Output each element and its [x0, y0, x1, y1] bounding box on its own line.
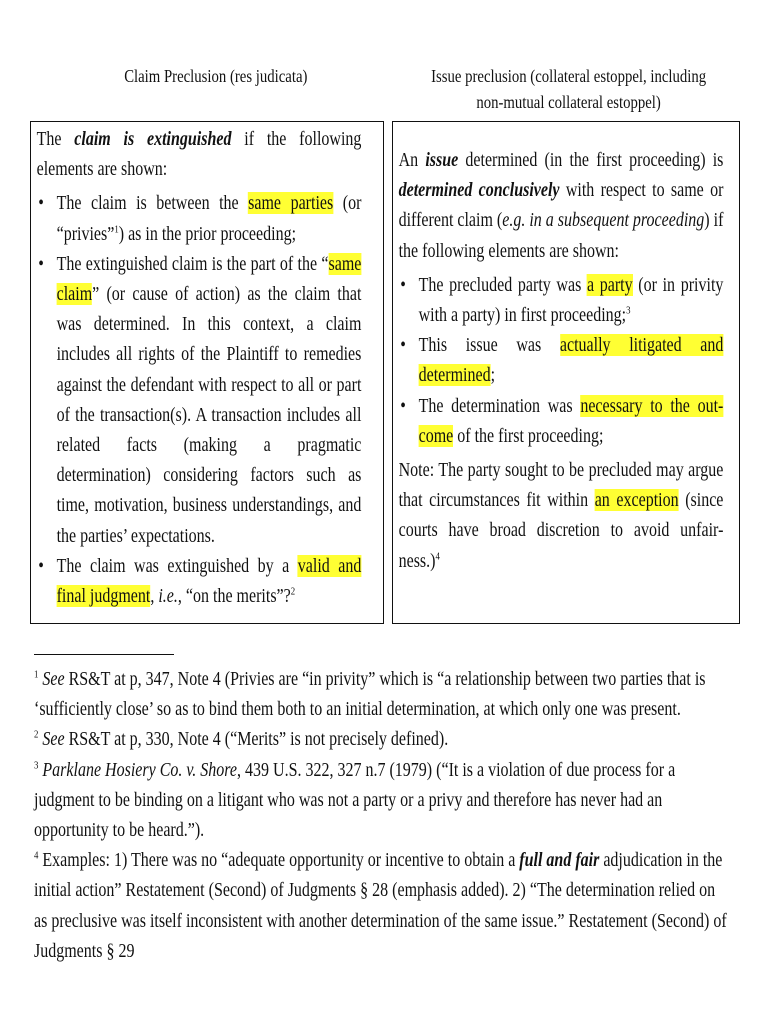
issue-note-text: (since courts have broad discretion to avoid unfair-ness.)	[398, 489, 724, 572]
bullet-icon: •	[400, 394, 406, 417]
issue-intro-text: An	[398, 149, 426, 171]
issue-element-item	[399, 270, 724, 330]
issue-intro-text: determined (in the first proceeding) is	[458, 149, 724, 171]
issue-element-text: The precluded party was	[418, 273, 587, 296]
issue-intro-text: ) if the following elements are shown:	[398, 209, 724, 262]
footnote-ref-1[interactable]: 1	[114, 222, 119, 235]
highlight-actually-litigated: actually litigated and determined	[418, 334, 724, 387]
footnote-text: RS&T at p, 330, Note 4 (“Merits” is not precisely defined).	[64, 728, 449, 751]
case-name: Parklane Hosiery Co. v. Shore	[42, 758, 238, 781]
footnote-text: Examples: 1) There was no “adequate opportunity or incentive to obtain a	[42, 849, 520, 872]
claim-elements-list	[37, 188, 362, 611]
issue-element-text: of the first proceeding;	[453, 424, 604, 447]
claim-element-item	[37, 551, 362, 611]
issue-element-text: (or in privity with a party) in first proceeding;	[418, 273, 724, 327]
bullet-icon: •	[38, 252, 44, 275]
issue-preclusion-box	[392, 121, 740, 624]
claim-element-item	[37, 188, 362, 248]
footnotes	[34, 664, 730, 966]
claim-extinguished-emphasis: claim is extinguished	[74, 128, 232, 150]
claim-preclusion-content	[31, 122, 367, 611]
claim-element-item	[37, 249, 362, 551]
claim-element-text: The extinguished claim is the part of the “	[56, 252, 329, 275]
claim-element-text: ) as in the prior proceeding;	[118, 222, 297, 245]
highlight-same-parties: same parties	[248, 192, 334, 215]
claim-preclusion-heading-text: Claim Preclusion (res judicata)	[124, 66, 308, 86]
issue-intro-text: with respect to same or different claim (	[398, 179, 724, 232]
issue-element-text: The determination was	[418, 394, 581, 417]
highlight-an-exception: an exception	[594, 489, 679, 512]
issue-preclusion-heading-line2: non-mutual collateral estoppel)	[476, 92, 661, 112]
footnote-number: 2	[34, 728, 39, 741]
claim-preclusion-heading	[60, 63, 372, 89]
footnote-number: 1	[34, 668, 39, 681]
footnote-number: 3	[34, 758, 39, 771]
claim-element-text: ,	[150, 585, 159, 608]
claim-element-text: The claim is between the	[56, 192, 249, 215]
bullet-icon: •	[400, 273, 406, 296]
issue-element-text: This issue was	[418, 334, 560, 357]
claim-element-text: ” (or cause of action) as the claim that was determined. In this context, a claim includes all rights of the Plaintiff to remedies against the defendant with respect to all or part of the transaction(s). A transaction includes all related facts (making a pragmatic determination) considering factors such as time, motivation, business understandings, and the parties’ expectations.	[56, 283, 362, 547]
bullet-icon: •	[38, 554, 44, 577]
footnote-3	[34, 755, 730, 846]
issue-element-item	[399, 391, 724, 451]
issue-preclusion-heading-line1: Issue preclusion (collateral estoppel, including	[431, 66, 707, 86]
issue-element-item	[399, 330, 724, 390]
footnote-4	[34, 845, 730, 966]
issue-element-text: ;	[490, 364, 496, 387]
highlight-necessary-outcome: necessary to the out-come	[418, 394, 724, 447]
claim-intro-text-2: if the following elements are shown:	[36, 128, 362, 181]
example-italic: e.g. in a subsequent proceeding	[502, 209, 705, 232]
footnote-1	[34, 664, 730, 724]
footnote-text: RS&T at p, 347, Note 4 (Privies are “in privity” which is “a relationship between two parties that is ‘sufficiently close’ so as to bind them both to an initial determination, at which only one was present.	[34, 668, 706, 721]
footnote-ref-3[interactable]: 3	[626, 304, 631, 317]
determined-conclusively-emphasis: determined conclusively	[398, 179, 560, 202]
issue-preclusion-heading	[380, 63, 757, 115]
issue-emphasis: issue	[425, 149, 459, 171]
issue-note	[399, 455, 724, 576]
highlight-valid-final-judgment: valid and final judgment	[56, 554, 362, 608]
claim-element-text: , “on the merits”?	[177, 585, 291, 608]
claim-element-text: The claim was extinguished by a	[56, 554, 298, 577]
see-signal: See	[42, 668, 65, 690]
full-and-fair-emphasis: full and fair	[519, 849, 600, 872]
claim-intro	[37, 124, 362, 184]
footnote-number: 4	[34, 849, 39, 862]
footnote-divider	[34, 654, 174, 655]
footnote-2	[34, 724, 730, 754]
issue-preclusion-content	[393, 122, 729, 576]
claim-preclusion-box	[30, 121, 384, 624]
bullet-icon: •	[38, 192, 44, 215]
see-signal: See	[42, 728, 65, 751]
footnote-text: adjudication in the initial action” Restatement (Second) of Judgments § 28 (emphasis added). 2) “The determination relied on as preclusive was itself inconsistent with another determination of the same issue.” Restatement (Second) of Judgments § 29	[34, 849, 727, 962]
bullet-icon: •	[400, 334, 406, 357]
issue-intro	[399, 145, 724, 266]
footnote-text: , 439 U.S. 322, 327 n.7 (1979) (“It is a violation of due process for a judgment to be binding on a litigant who was not a party or a privy and therefore has never had an opportunity to be heard.”).	[34, 758, 676, 842]
highlight-same-claim: same claim	[56, 252, 362, 306]
ie-abbreviation: i.e.	[158, 585, 178, 608]
issue-note-text: Note: The party sought to be precluded may argue that circumstances fit within	[398, 459, 724, 512]
footnote-ref-4[interactable]: 4	[435, 549, 440, 562]
issue-elements-list	[399, 270, 724, 451]
highlight-a-party: a party	[586, 273, 633, 296]
claim-element-text: (or “privies”	[56, 192, 362, 245]
claim-intro-text: The	[36, 128, 75, 150]
footnote-ref-2[interactable]: 2	[290, 585, 296, 598]
